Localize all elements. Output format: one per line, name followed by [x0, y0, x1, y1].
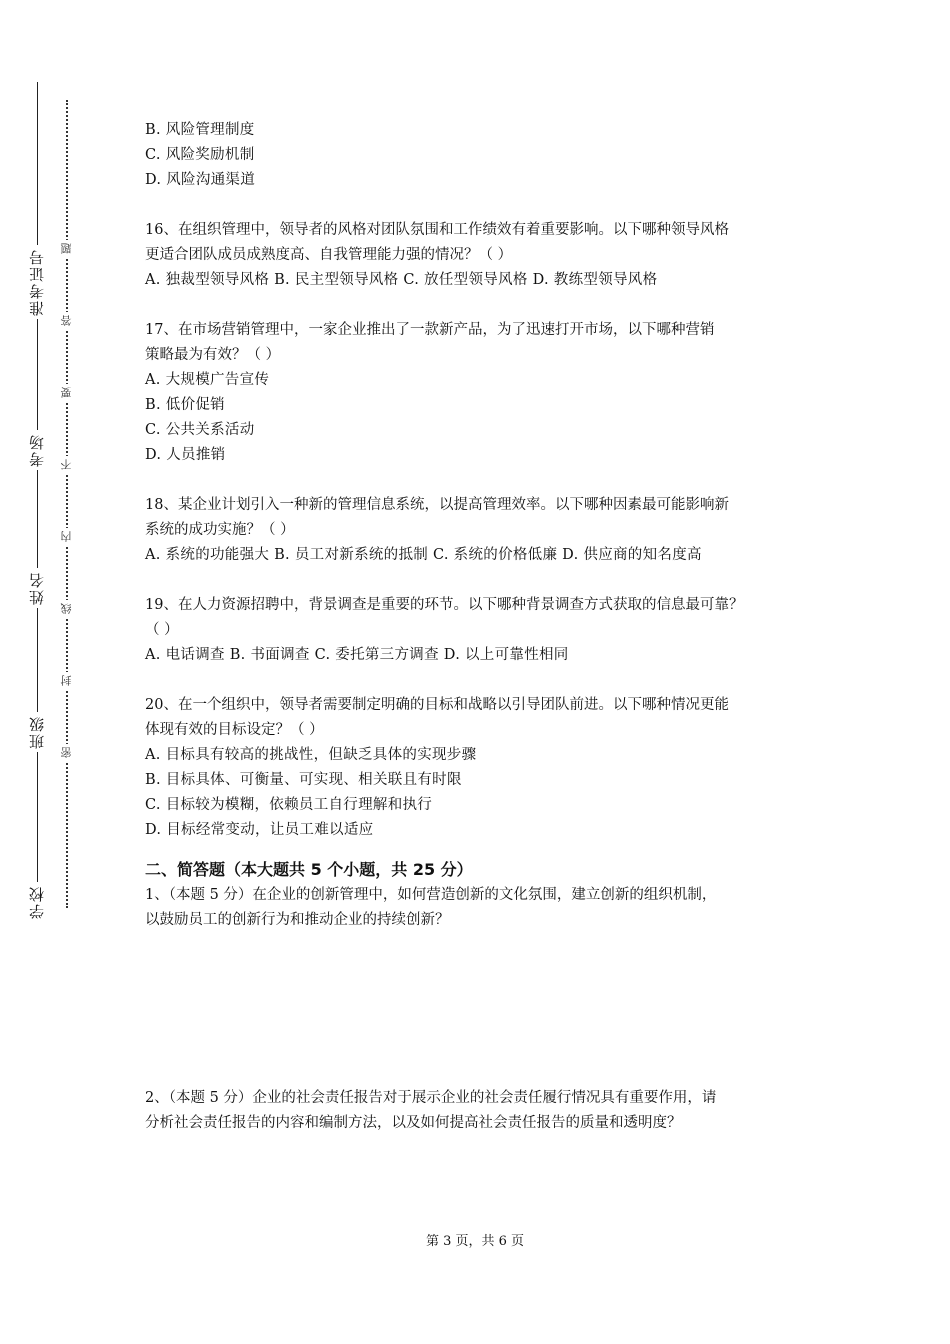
q16-options: A. 独裁型领导风格 B. 民主型领导风格 C. 放任型领导风格 D. 教练型领导风格 [145, 272, 658, 288]
q18-options: A. 系统的功能强大 B. 员工对新系统的抵制 C. 系统的价格低廉 D. 供应商的知名度高 [145, 547, 702, 563]
q17-option-a: A. 大规模广告宣传 [145, 372, 270, 388]
seal-char: 封 [60, 672, 74, 689]
s2-q2-line2: 分析社会责任报告的内容和编制方法，以及如何提高社会责任报告的质量和透明度？ [145, 1115, 682, 1131]
q17-option-d: D. 人员推销 [145, 447, 226, 463]
q15-option-d: D. 风险沟通渠道 [145, 172, 256, 188]
exam-content [145, 118, 815, 1136]
q16-stem-line2: 更适合团队成员成熟度高、自我管理能力强的情况？（ ） [145, 247, 513, 263]
field-class: 班级 [26, 712, 50, 752]
q20-option-a: A. 目标具有较高的挑战性，但缺乏具体的实现步骤 [145, 747, 477, 763]
s2-q1-line1: 1、（本题 5 分）在企业的创新管理中，如何营造创新的文化氛围，建立创新的组织机制， [145, 887, 717, 903]
page-footer: 第 3 页，共 6 页 [425, 1234, 525, 1249]
binding-solid-line [37, 82, 38, 908]
seal-char: 线 [60, 600, 74, 617]
q15-option-c: C. 风险奖励机制 [145, 147, 255, 163]
seal-dotted-line [66, 100, 68, 908]
q19-stem-line2: （ ） [145, 622, 179, 638]
answer-space [145, 933, 815, 1086]
q17-stem-line1: 17、在市场营销管理中，一家企业推出了一款新产品，为了迅速打开市场，以下哪种营销 [145, 322, 715, 338]
field-school: 学校 [26, 882, 50, 922]
binding-margin [0, 0, 100, 1344]
q18-stem-line1: 18、某企业计划引入一种新的管理信息系统，以提高管理效率。以下哪种因素最可能影响新 [145, 497, 729, 513]
q16-stem-line1: 16、在组织管理中，领导者的风格对团队氛围和工作绩效有着重要影响。以下哪种领导风格 [145, 222, 729, 238]
q19-options: A. 电话调查 B. 书面调查 C. 委托第三方调查 D. 以上可靠性相同 [145, 647, 569, 663]
q19-stem-line1: 19、在人力资源招聘中，背景调查是重要的环节。以下哪种背景调查方式获取的信息最可靠？ [145, 597, 744, 613]
seal-char: 题 [60, 240, 74, 257]
q20-option-b: B. 目标具体、可衡量、可实现、相关联且有时限 [145, 772, 462, 788]
seal-char: 密 [60, 744, 74, 761]
q20-option-d: D. 目标经常变动，让员工难以适应 [145, 822, 374, 838]
q17-option-c: C. 公共关系活动 [145, 422, 255, 438]
q20-stem-line2: 体现有效的目标设定？（ ） [145, 722, 324, 738]
field-exam-number: 准考证号 [26, 245, 50, 319]
seal-char: 要 [60, 384, 74, 401]
q20-option-c: C. 目标较为模糊，依赖员工自行理解和执行 [145, 797, 433, 813]
q17-stem-line2: 策略最为有效？（ ） [145, 347, 281, 363]
s2-q2-line1: 2、（本题 5 分）企业的社会责任报告对于展示企业的社会责任履行情况具有重要作用，请 [145, 1090, 717, 1106]
q15-option-b: B. 风险管理制度 [145, 122, 255, 138]
field-name: 姓名 [26, 568, 50, 608]
field-exam-room: 考场 [26, 430, 50, 470]
q17-option-b: B. 低价促销 [145, 397, 225, 413]
s2-q1-line2: 以鼓励员工的创新行为和推动企业的持续创新？ [145, 912, 450, 928]
section2-title: 二、简答题（本大题共 5 个小题，共 25 分） [145, 860, 473, 879]
q20-stem-line1: 20、在一个组织中，领导者需要制定明确的目标和战略以引导团队前进。以下哪种情况更能 [145, 697, 729, 713]
q18-stem-line2: 系统的成功实施？（ ） [145, 522, 295, 538]
seal-char: 内 [60, 528, 74, 545]
seal-char: 答 [60, 312, 74, 329]
seal-char: 不 [60, 456, 74, 473]
